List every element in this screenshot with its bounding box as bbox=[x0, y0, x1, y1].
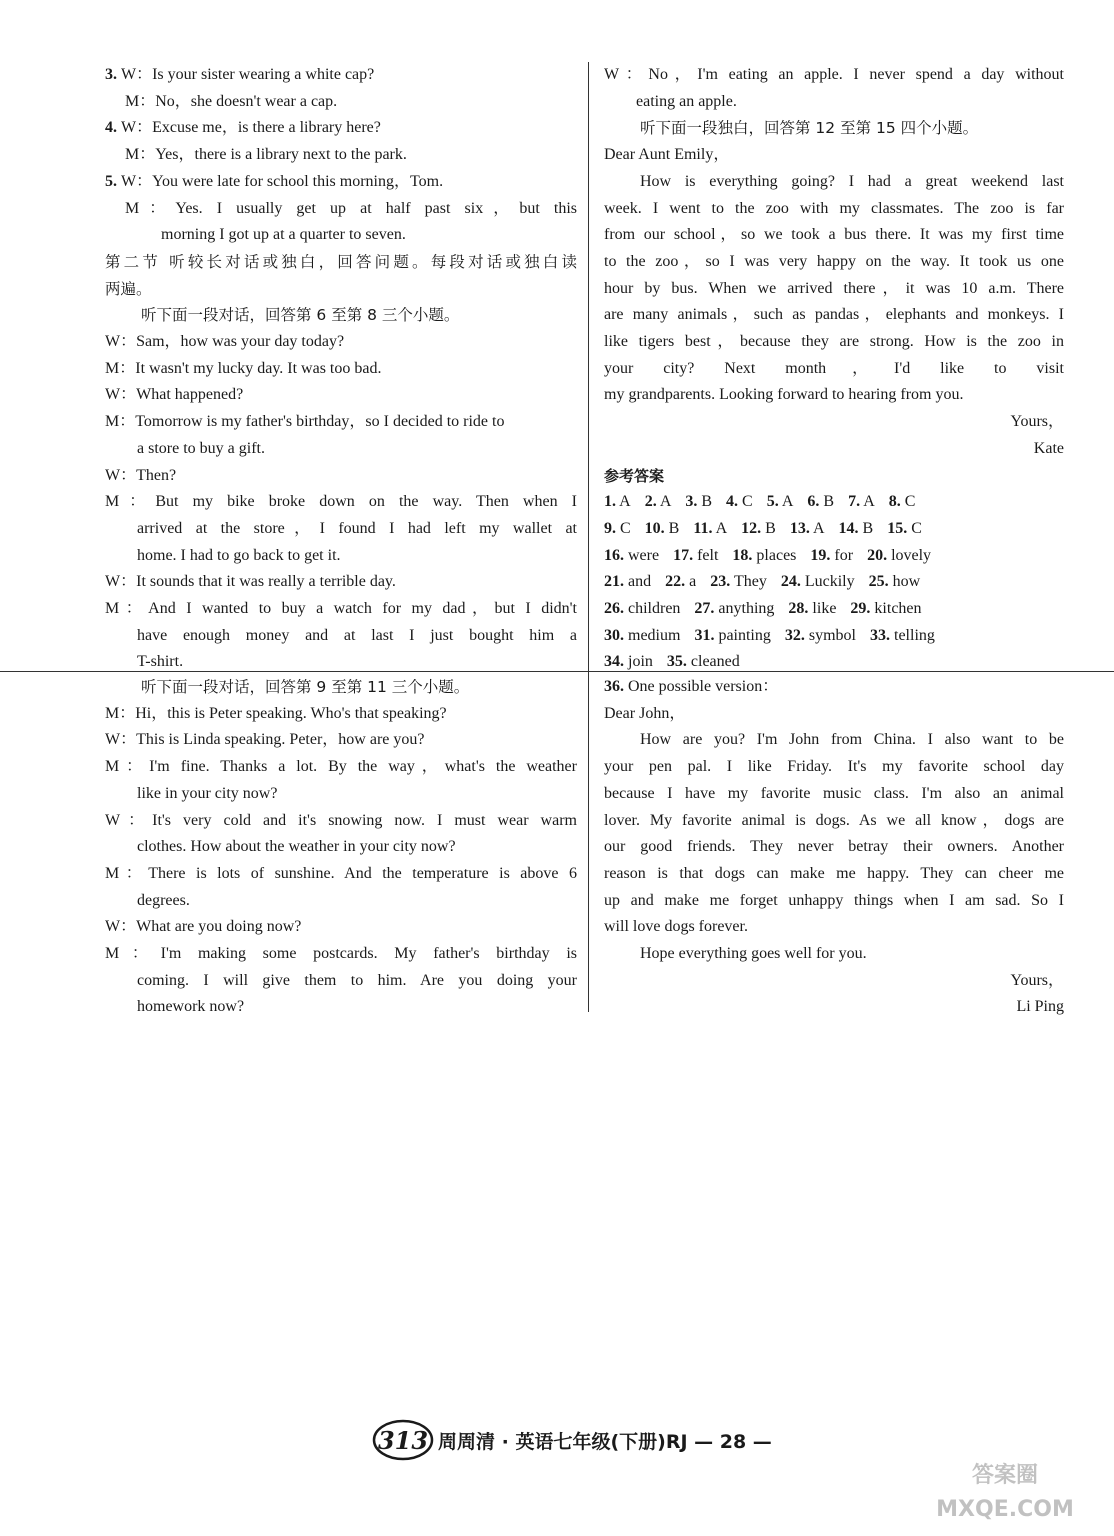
answer-item: 15. C bbox=[887, 519, 922, 537]
answer-item: 21. and bbox=[604, 573, 652, 591]
dialogue-line-cont: coming. I will give them to him. Are you doing your bbox=[137, 971, 577, 989]
answer-item: 16. were bbox=[604, 546, 660, 564]
dialogue-line-cont: eating an apple. bbox=[636, 92, 737, 110]
answer-item: 24. Luckily bbox=[780, 573, 855, 591]
answer-item: 26. children bbox=[604, 600, 681, 617]
answer-item: 9. C bbox=[604, 519, 631, 537]
dialogue-line-cont: degrees. bbox=[137, 891, 190, 909]
dialogue-line: W： Then? bbox=[105, 466, 177, 484]
q5-m-line-cont: morning I got up at a quarter to seven. bbox=[161, 226, 406, 244]
answer-row bbox=[604, 516, 1064, 543]
svg-text:313: 313 bbox=[377, 1426, 429, 1455]
answer-item: 12. B bbox=[741, 519, 776, 537]
left-bottom-column bbox=[105, 674, 577, 1021]
dialogue-line: M： Tomorrow is my father's birthday，so I decided to ride to bbox=[105, 413, 505, 431]
letter-line: from our school，so we took a bus there. It was my first time bbox=[604, 226, 1064, 244]
section-2-heading-cont: 两遍。 bbox=[105, 279, 152, 298]
answer-item: 17. felt bbox=[673, 546, 719, 564]
dialogue-line: W： It sounds that it was really a terrible day. bbox=[105, 573, 396, 591]
answer-item: 6. B bbox=[807, 493, 835, 511]
dialogue-line: W： Sam，how was your day today? bbox=[105, 333, 345, 351]
svg-text:MXQE.COM: MXQE.COM bbox=[936, 1497, 1074, 1522]
dialogue-line: W：This is Linda speaking. Peter，how are you? bbox=[105, 731, 425, 749]
answer-item: 20. lovely bbox=[867, 546, 932, 564]
answer-item: 10. B bbox=[644, 519, 680, 537]
essay-line: will love dogs forever. bbox=[604, 918, 748, 936]
essay-heading: 36. One possible version： bbox=[604, 678, 779, 695]
dialogue-line: M：I'm making some postcards. My father's birthday is bbox=[105, 945, 577, 963]
answer-item: 29. kitchen bbox=[850, 600, 922, 617]
letter-greeting: Dear Aunt Emily， bbox=[604, 146, 730, 164]
dialogue-line-cont: T-shirt. bbox=[137, 653, 184, 671]
essay-signer: Li Ping bbox=[1016, 998, 1064, 1016]
essay-wish: Hope everything goes well for you. bbox=[640, 945, 867, 963]
answer-item: 32. symbol bbox=[784, 626, 856, 644]
answer-item: 19. for bbox=[810, 546, 854, 564]
answer-item: 13. A bbox=[789, 519, 825, 537]
letter-line: your city? Next month，I'd like to visit bbox=[604, 359, 1064, 377]
answer-item: 28. like bbox=[788, 600, 837, 617]
dialogue-line: W：No，I'm eating an apple. I never spend a day without bbox=[604, 66, 1064, 83]
dialogue-line-cont: arrived at the store，I found I had left my wallet at bbox=[137, 519, 577, 537]
page-footer bbox=[372, 1418, 772, 1462]
essay-closing: Yours， bbox=[1010, 971, 1064, 989]
letter-closing: Yours， bbox=[1010, 413, 1064, 431]
instruction-6-8: 听下面一段对话，回答第 6 至第 8 三个小题。 bbox=[141, 306, 460, 325]
right-bottom-column bbox=[604, 674, 1064, 1021]
answer-key bbox=[604, 489, 1064, 676]
footer-text: 周周清 · 英语七年级(下册)RJ — 28 — bbox=[438, 1430, 772, 1453]
answer-item: 5. A bbox=[766, 493, 794, 511]
answers-title: 参考答案 bbox=[604, 466, 665, 485]
dialogue-line: M：And I wanted to buy a watch for my dad，but I didn't bbox=[105, 600, 577, 618]
answer-row bbox=[604, 489, 1064, 516]
letter-line: hour by bus. When we arrived there，it was 10 a.m. There bbox=[604, 279, 1064, 297]
essay-line: reason is that dogs can make me happy. They can cheer me bbox=[604, 864, 1064, 882]
answer-row bbox=[604, 623, 1064, 650]
answer-item: 23. They bbox=[710, 573, 767, 591]
answer-item: 8. C bbox=[888, 493, 916, 511]
letter-line: to the zoo，so I was very happy on the way. It took us one bbox=[604, 252, 1064, 270]
dialogue-line-cont: home. I had to go back to get it. bbox=[137, 546, 341, 564]
instruction-9-11: 听下面一段对话，回答第 9 至第 11 三个小题。 bbox=[141, 678, 470, 696]
letter-line: are many animals，such as pandas，elephants and monkeys. I bbox=[604, 306, 1064, 324]
q3-m-line: M：No，she doesn't wear a cap. bbox=[125, 92, 338, 110]
instruction-12-15: 听下面一段独白，回答第 12 至第 15 四个小题。 bbox=[640, 119, 979, 138]
answer-item: 1. A bbox=[604, 493, 631, 511]
column-divider bbox=[588, 62, 589, 1012]
dialogue-line: M：But my bike broke down on the way. Then when I bbox=[105, 493, 577, 511]
q4-w-line: 4. W：Excuse me，is there a library here? bbox=[105, 119, 381, 137]
answer-item: 33. telling bbox=[870, 626, 935, 644]
letter-line: How is everything going? I had a great weekend last bbox=[640, 172, 1064, 190]
dialogue-line: M：Hi，this is Peter speaking. Who's that speaking? bbox=[105, 704, 447, 722]
answer-item: 3. B bbox=[685, 493, 713, 511]
answer-item: 22. a bbox=[665, 573, 697, 591]
answer-item: 31. painting bbox=[694, 626, 771, 644]
dialogue-line-cont: have enough money and at last I just bought him a bbox=[137, 626, 577, 644]
answer-row bbox=[604, 569, 1064, 596]
dialogue-line: W：What are you doing now? bbox=[105, 918, 302, 936]
essay-line: up and make me forget unhappy things when I am sad. So I bbox=[604, 891, 1064, 909]
answer-row bbox=[604, 649, 1064, 676]
answer-row bbox=[604, 543, 1064, 570]
answer-item: 27. anything bbox=[694, 600, 775, 617]
svg-text:答案圈: 答案圈 bbox=[971, 1463, 1039, 1488]
letter-line: like tigers best，because they are strong. How is the zoo in bbox=[604, 333, 1064, 351]
essay-line: lover. My favorite animal is dogs. As we all know，dogs are bbox=[604, 811, 1064, 829]
dialogue-line: M：There is lots of sunshine. And the temperature is above 6 bbox=[105, 864, 577, 882]
answer-item: 11. A bbox=[693, 519, 728, 537]
essay-line: your pen pal. I like Friday. It's my favorite school day bbox=[604, 758, 1064, 776]
answer-item: 14. B bbox=[838, 519, 874, 537]
answer-item: 2. A bbox=[644, 493, 672, 511]
answer-item: 25. how bbox=[868, 573, 921, 591]
essay-line: because I have my favorite music class. I'm also an animal bbox=[604, 784, 1064, 802]
right-top-column bbox=[604, 62, 1064, 676]
dialogue-line-cont: homework now? bbox=[137, 998, 245, 1016]
section-2-heading: 第二节 听较长对话或独白，回答问题。每段对话或独白读 bbox=[105, 252, 577, 271]
answer-item: 34. join bbox=[604, 653, 653, 671]
q4-m-line: M：Yes，there is a library next to the park. bbox=[125, 146, 407, 164]
answer-item: 30. medium bbox=[604, 626, 681, 644]
dialogue-line-cont: a store to buy a gift. bbox=[137, 439, 265, 457]
essay-line: How are you? I'm John from China. I also want to be bbox=[640, 731, 1064, 749]
publisher-logo bbox=[372, 1418, 434, 1462]
letter-signer: Kate bbox=[1033, 439, 1064, 457]
answer-row bbox=[604, 596, 1064, 623]
dialogue-line: W： What happened? bbox=[105, 386, 244, 404]
answer-item: 7. A bbox=[848, 493, 875, 511]
essay-greeting: Dear John， bbox=[604, 704, 686, 722]
q3-w-line: 3. W：Is your sister wearing a white cap? bbox=[105, 66, 375, 83]
q5-m-line: M：Yes. I usually get up at half past six，but this bbox=[125, 199, 577, 217]
answer-item: 4. C bbox=[726, 493, 753, 511]
dialogue-line: M：I'm fine. Thanks a lot. By the way，what's the weather bbox=[105, 758, 577, 776]
left-top-column bbox=[105, 62, 577, 676]
dialogue-line: W：It's very cold and it's snowing now. I must wear warm bbox=[105, 811, 577, 829]
letter-line: week. I went to the zoo with my classmates. The zoo is far bbox=[604, 199, 1064, 217]
dialogue-line-cont: clothes. How about the weather in your city now? bbox=[137, 838, 456, 856]
dialogue-line: M： It wasn't my lucky day. It was too bad. bbox=[105, 359, 382, 377]
watermark bbox=[905, 1448, 1105, 1528]
answer-item: 18. places bbox=[732, 546, 797, 564]
q5-w-line: 5. W：You were late for school this morning，Tom. bbox=[105, 172, 444, 190]
essay-line: our good friends. They never betray their owners. Another bbox=[604, 838, 1064, 856]
answer-item: 35. cleaned bbox=[666, 653, 740, 671]
dialogue-line-cont: like in your city now? bbox=[137, 784, 278, 802]
letter-line: my grandparents. Looking forward to hearing from you. bbox=[604, 386, 964, 404]
